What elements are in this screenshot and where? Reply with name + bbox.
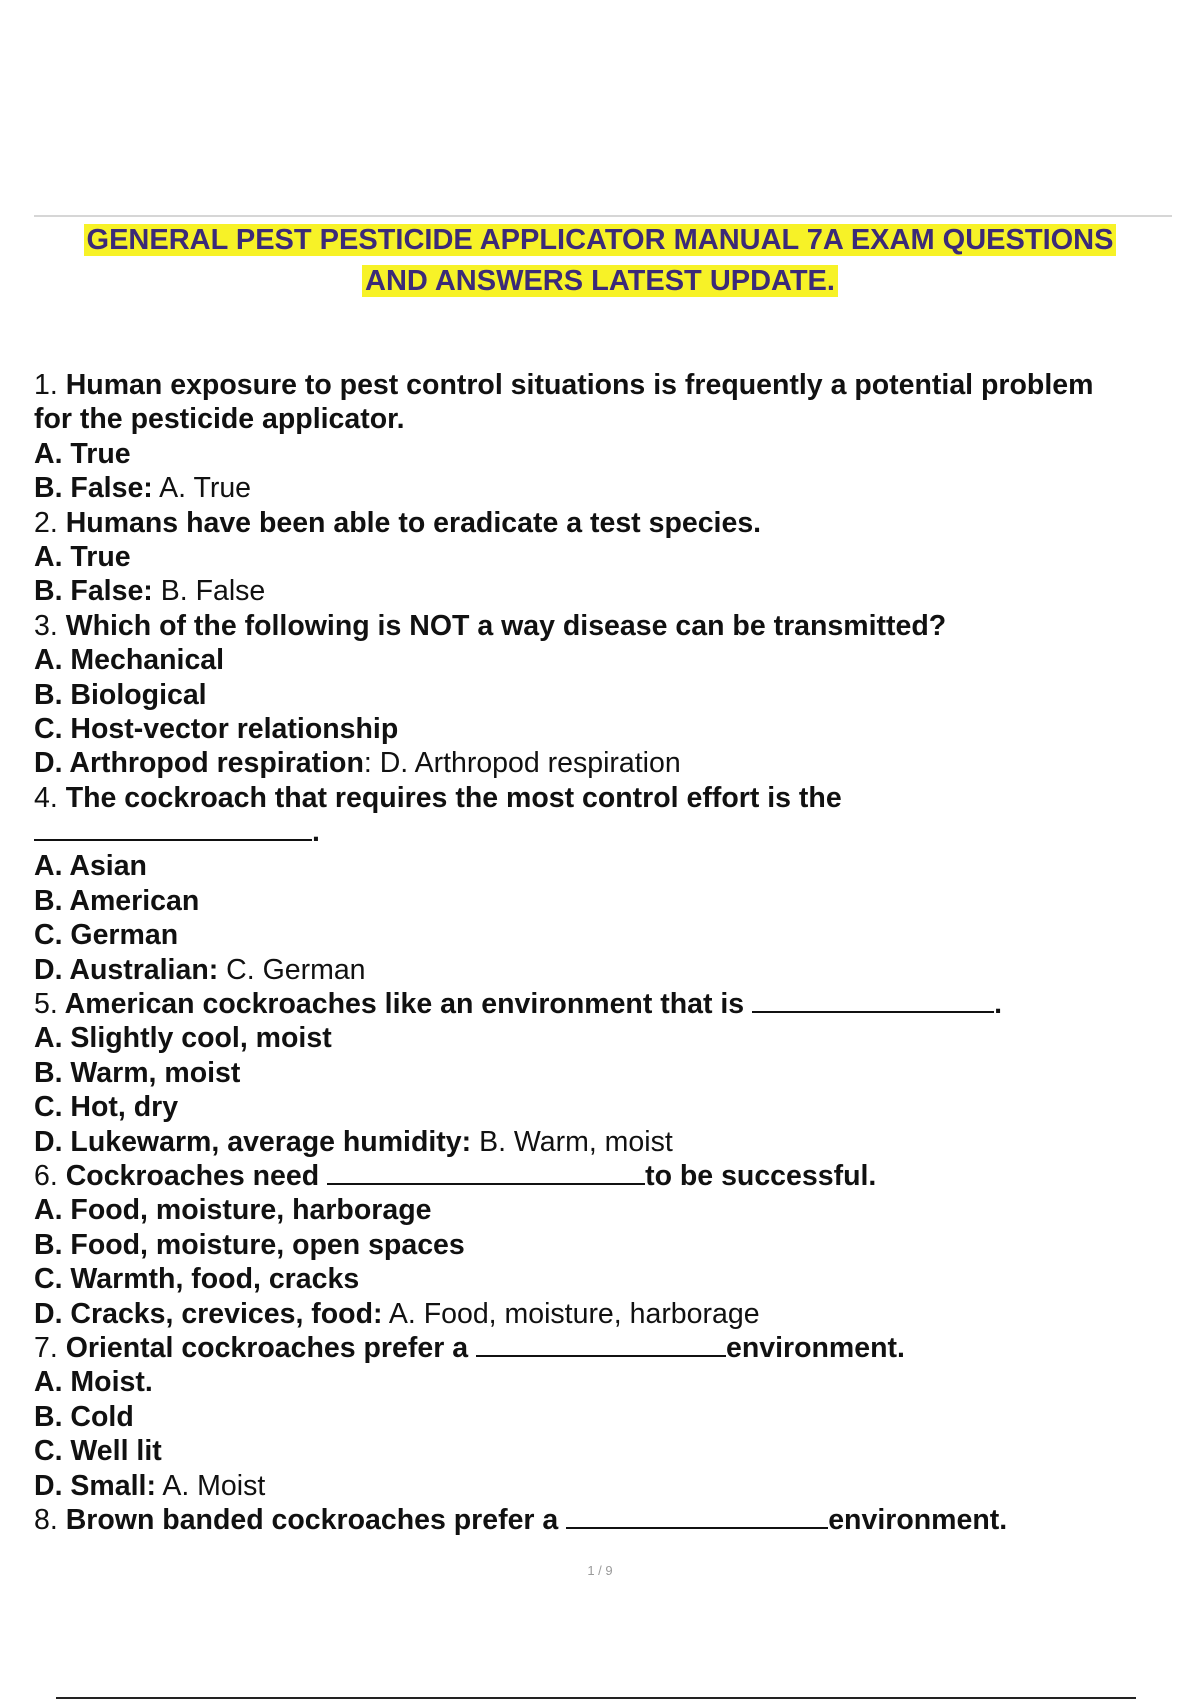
- answer: B. False: [160, 575, 266, 608]
- question-text: Humans have been able to eradicate a test species.: [65, 506, 762, 539]
- option: B. Warm, moist: [34, 1056, 241, 1089]
- question-number: 5.: [34, 988, 58, 1021]
- option: A. Moist.: [34, 1366, 153, 1399]
- option-with-answer: D. Small: A. Moist: [34, 1469, 266, 1502]
- question-text: The cockroach that requires the most control effort is the: [65, 781, 842, 814]
- option: B. False: [34, 575, 144, 608]
- option-with-answer: D. Australian: C. German: [34, 953, 366, 986]
- question-number: 6.: [34, 1159, 58, 1192]
- bottom-divider: [56, 1697, 1136, 1699]
- option: D. Small: [34, 1469, 147, 1502]
- option: B. American: [34, 884, 200, 917]
- option: C. Well lit: [34, 1435, 162, 1468]
- blank-suffix: .: [312, 816, 320, 849]
- option-with-answer: D. Lukewarm, average humidity: B. Warm, moist: [34, 1125, 673, 1158]
- answer: B. Warm, moist: [479, 1125, 673, 1158]
- question-8: [34, 1503, 1184, 1537]
- top-divider: [34, 215, 1172, 217]
- option: D. Lukewarm, average humidity: [34, 1125, 462, 1158]
- question-7: [34, 1331, 1184, 1365]
- answer-blank: [476, 1331, 726, 1357]
- question-1-continued: [34, 402, 1184, 436]
- option: D. Arthropod respiration: [34, 747, 364, 780]
- option: B. Cold: [34, 1400, 134, 1433]
- option-with-answer: B. False: B. False: [34, 575, 266, 608]
- answer: A. Moist: [162, 1469, 266, 1502]
- question-text: Oriental cockroaches prefer a: [65, 1331, 469, 1364]
- question-number: 7.: [34, 1331, 58, 1364]
- option: C. Host-vector relationship: [34, 712, 399, 745]
- question-number: 1.: [34, 369, 58, 401]
- answer: A. True: [159, 472, 252, 505]
- answer: D. Arthropod respiration: [379, 747, 681, 780]
- document-title: [30, 220, 1170, 302]
- option: A. Asian: [34, 850, 147, 883]
- question-text: Brown banded cockroaches prefer a: [65, 1503, 559, 1536]
- option: C. Warmth, food, cracks: [34, 1263, 360, 1296]
- answer-blank: [752, 987, 994, 1013]
- option: A. True: [34, 437, 131, 470]
- option-with-answer: D. Arthropod respiration: D. Arthropod respiration: [34, 747, 681, 780]
- question-text: Which of the following is NOT a way disease can be transmitted?: [65, 609, 947, 642]
- option: B. False: [34, 472, 144, 505]
- question-4-blank: [34, 815, 1184, 849]
- question-text: environment.: [828, 1503, 1008, 1536]
- question-3: [34, 609, 1184, 643]
- question-number: 4.: [34, 781, 58, 814]
- option: A. True: [34, 540, 131, 573]
- option: B. Food, moisture, open spaces: [34, 1228, 465, 1261]
- title-line-2: AND ANSWERS LATEST UPDATE.: [362, 265, 838, 297]
- answer-blank: [566, 1503, 828, 1529]
- option: A. Food, moisture, harborage: [34, 1194, 432, 1227]
- question-text: Cockroaches need: [65, 1159, 320, 1192]
- question-text: American cockroaches like an environment that is: [64, 988, 745, 1021]
- answer-blank: [34, 815, 312, 841]
- question-6: [34, 1159, 1184, 1193]
- option: A. Mechanical: [34, 644, 225, 677]
- answer: C. German: [226, 953, 366, 986]
- question-number: 2.: [34, 506, 58, 539]
- option-with-answer: B. False: A. True: [34, 472, 252, 505]
- option: D. Cracks, crevices, food: [34, 1297, 373, 1330]
- answer-blank: [327, 1159, 645, 1185]
- question-4: [34, 781, 1184, 815]
- option: C. German: [34, 919, 179, 952]
- option: A. Slightly cool, moist: [34, 1022, 332, 1055]
- question-5: [34, 987, 1184, 1021]
- answer: A. Food, moisture, harborage: [388, 1297, 760, 1330]
- title-line-1: GENERAL PEST PESTICIDE APPLICATOR MANUAL 7A EXAM QUESTIONS: [84, 224, 1117, 256]
- question-2: [34, 506, 1184, 540]
- question-number: 3.: [34, 609, 58, 642]
- option: B. Biological: [34, 678, 207, 711]
- question-text: to be successful.: [645, 1159, 877, 1192]
- question-text: environment.: [725, 1331, 905, 1364]
- option-with-answer: D. Cracks, crevices, food: A. Food, moisture, harborage: [34, 1297, 760, 1330]
- question-text: Human exposure to pest control situations is frequently a potential problem: [65, 369, 1094, 401]
- question-1: [34, 368, 1184, 402]
- blank-suffix: .: [994, 988, 1003, 1021]
- question-list: [34, 368, 1184, 1537]
- question-number: 8.: [34, 1503, 58, 1536]
- page-number: 1 / 9: [587, 1563, 613, 1578]
- question-text: for the pesticide applicator.: [34, 403, 405, 436]
- option: D. Australian: [34, 953, 209, 986]
- option: C. Hot, dry: [34, 1091, 179, 1124]
